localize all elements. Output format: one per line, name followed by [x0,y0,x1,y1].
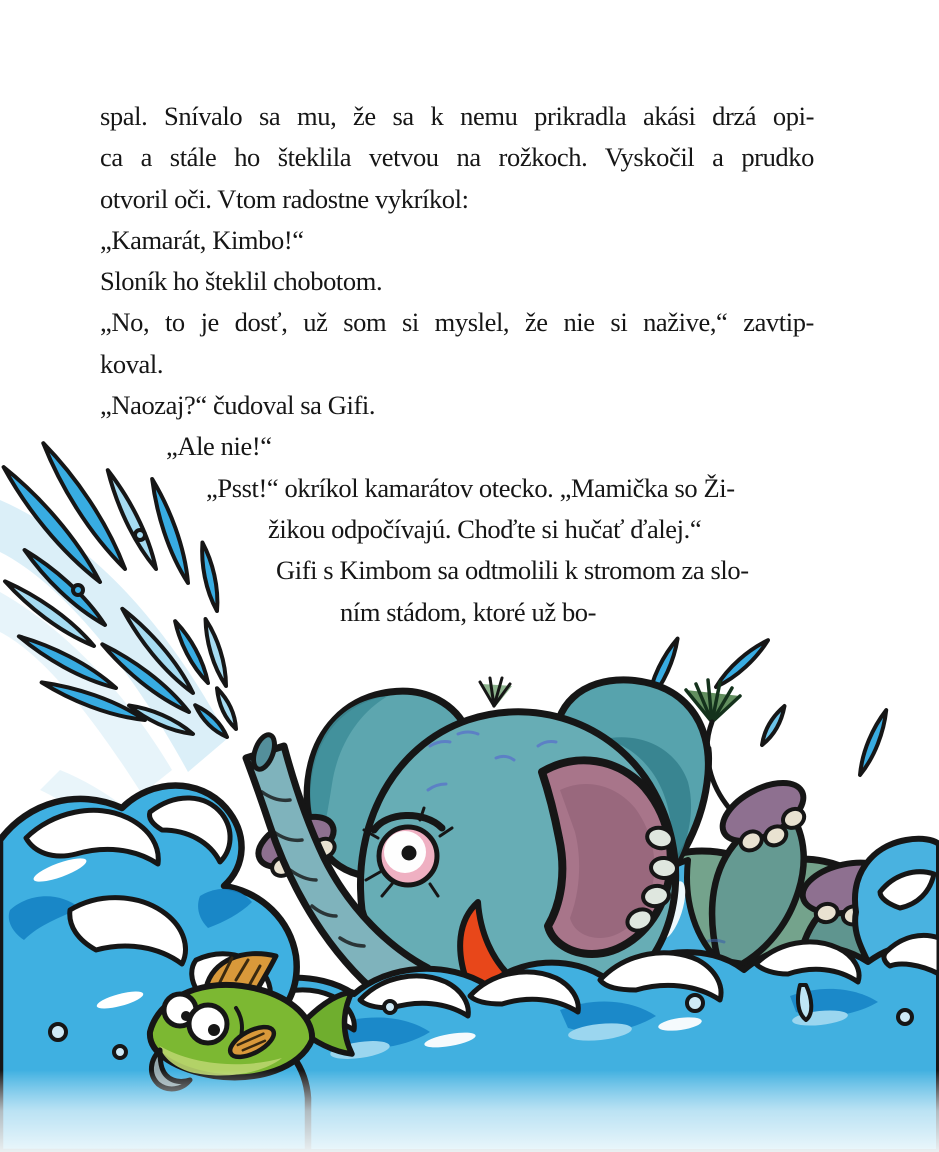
story-line: žikou odpočívajú. Choďte si hučať ďalej.“ [268,513,702,544]
story-line: „Kamarát, Kimbo!“ [100,224,304,255]
story-line: „No, to je dosť, už som si myslel, že nie si nažive,“ zavtip- [100,307,814,338]
story-line: „Naozaj?“ čudoval sa Gifi. [100,390,376,421]
storybook-illustration [0,440,939,1152]
story-line: „Psst!“ okríkol kamarátov otecko. „Mamička so Ži- [206,472,735,503]
story-line: Sloník ho šteklil chobotom. [100,266,383,297]
story-line: ca a stále ho šteklila vetvou na rožkoch. Vyskočil a prudko [100,142,814,173]
story-line: Gifi s Kimbom sa odtmolili k stromom za slo- [276,555,749,586]
story-line: otvoril oči. Vtom radostne vykríkol: [100,183,469,214]
story-line: ním stádom, ktoré už bo- [340,596,597,627]
bottom-fade [0,1070,939,1152]
story-line: koval. [100,348,164,379]
story-line: spal. Snívalo sa mu, že sa k nemu prikradla akási drzá opi- [100,101,814,131]
story-line: „Ale nie!“ [166,431,272,462]
